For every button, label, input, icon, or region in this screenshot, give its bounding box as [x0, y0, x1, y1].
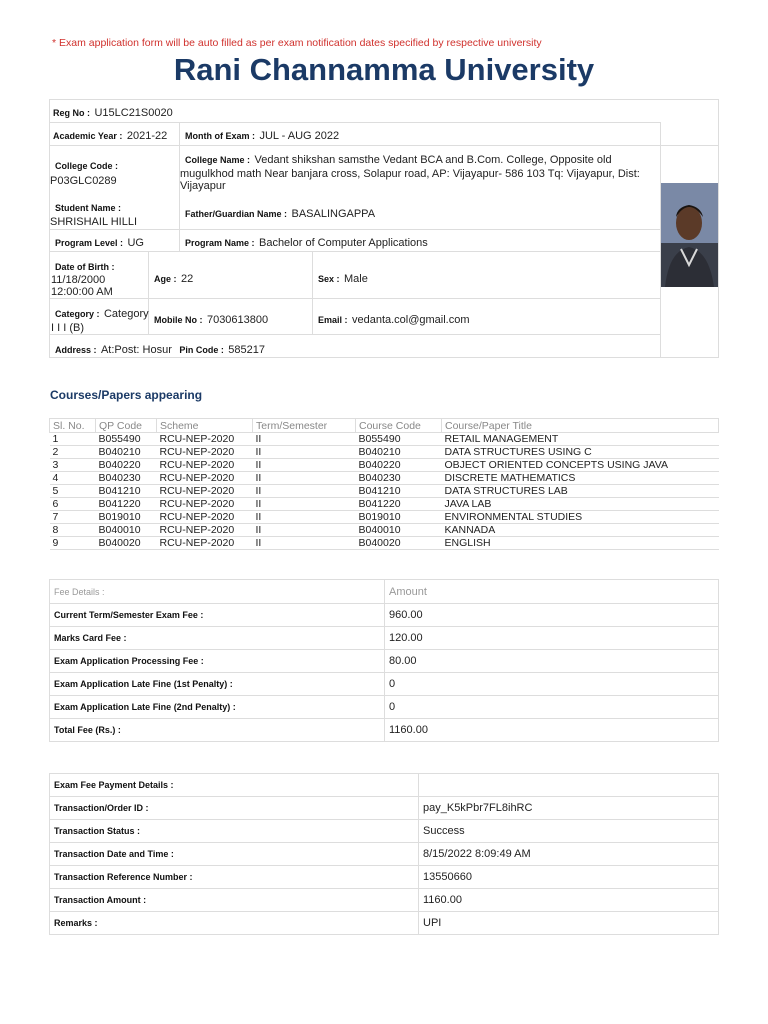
course-cell: DATA STRUCTURES LAB — [442, 485, 719, 498]
payment-table — [49, 773, 719, 935]
course-cell: B040220 — [96, 459, 157, 472]
fee-row — [50, 719, 719, 742]
age: Age : 22 — [154, 273, 194, 285]
payment-value: Success — [419, 820, 719, 843]
divider — [312, 251, 313, 334]
college-code-value: P03GLC0289 — [50, 175, 117, 187]
course-cell: II — [253, 537, 356, 550]
course-cell: B040020 — [96, 537, 157, 550]
course-cell: II — [253, 433, 356, 446]
course-cell: B040220 — [356, 459, 442, 472]
fee-label: Exam Application Late Fine (2nd Penalty) : — [50, 696, 385, 719]
fee-label: Exam Application Late Fine (1st Penalty) : — [50, 673, 385, 696]
academic-year: Academic Year : 2021-22 — [53, 130, 168, 142]
course-cell: DISCRETE MATHEMATICS — [442, 472, 719, 485]
payment-header-value — [419, 774, 719, 797]
course-cell: RCU-NEP-2020 — [157, 498, 253, 511]
university-title: Rani Channamma University — [173, 52, 595, 87]
fee-row — [50, 604, 719, 627]
course-cell: RCU-NEP-2020 — [157, 537, 253, 550]
payment-label: Transaction/Order ID : — [50, 797, 419, 820]
course-cell: 5 — [50, 485, 96, 498]
father-name: Father/Guardian Name : BASALINGAPPA — [185, 208, 376, 220]
course-cell: RCU-NEP-2020 — [157, 433, 253, 446]
course-cell: B055490 — [96, 433, 157, 446]
course-cell: II — [253, 446, 356, 459]
reg-no: Reg No : U15LC21S0020 — [53, 107, 173, 119]
payment-row — [50, 797, 719, 820]
course-cell: B041220 — [356, 498, 442, 511]
college-name: College Name : Vedant shikshan samsthe Vedant BCA and B.Com. College, Opposite old — [185, 154, 612, 166]
fee-row — [50, 627, 719, 650]
fee-amount: 960.00 — [385, 604, 719, 627]
course-cell: JAVA LAB — [442, 498, 719, 511]
fee-amount: 1160.00 — [385, 719, 719, 742]
col-header: Term/Semester — [253, 419, 356, 433]
dob-value: 11/18/2000 12:00:00 AM — [51, 274, 113, 298]
divider — [49, 298, 661, 299]
mobile: Mobile No : 7030613800 — [154, 314, 269, 326]
address: Address : At:Post: Hosur Pin Code : 585217 — [55, 344, 266, 356]
payment-label: Transaction Date and Time : — [50, 843, 419, 866]
course-cell: B040020 — [356, 537, 442, 550]
col-header: Course/Paper Title — [442, 419, 719, 433]
fee-amount: 80.00 — [385, 650, 719, 673]
category: Category : Category — [55, 308, 149, 320]
person-silhouette-icon — [661, 183, 718, 287]
fee-label: Current Term/Semester Exam Fee : — [50, 604, 385, 627]
course-cell: RCU-NEP-2020 — [157, 524, 253, 537]
course-row — [50, 459, 719, 472]
payment-row — [50, 912, 719, 935]
course-cell: II — [253, 485, 356, 498]
divider — [49, 145, 719, 146]
course-row — [50, 446, 719, 459]
course-cell: B040210 — [96, 446, 157, 459]
college-name-cont: mugulkhod math Near banjara cross, Solapur road, AP: Vijayapur- 586 103 Tq: Vijayapur, Dist: Vijayapur — [180, 168, 640, 192]
course-cell: B041220 — [96, 498, 157, 511]
payment-row — [50, 889, 719, 912]
fee-amount: 0 — [385, 696, 719, 719]
payment-label: Transaction Reference Number : — [50, 866, 419, 889]
course-row — [50, 485, 719, 498]
payment-label: Remarks : — [50, 912, 419, 935]
payment-header-label: Exam Fee Payment Details : — [50, 774, 419, 797]
payment-row — [50, 820, 719, 843]
courses-title: Courses/Papers appearing — [50, 388, 203, 402]
course-row — [50, 524, 719, 537]
fee-label: Exam Application Processing Fee : — [50, 650, 385, 673]
course-row — [50, 537, 719, 550]
student-name-label: Student Name : — [55, 203, 122, 213]
course-cell: RCU-NEP-2020 — [157, 472, 253, 485]
payment-header-row — [50, 774, 719, 797]
course-cell: B019010 — [96, 511, 157, 524]
payment-value: 8/15/2022 8:09:49 AM — [419, 843, 719, 866]
course-cell: B055490 — [356, 433, 442, 446]
fee-header-amount: Amount — [385, 580, 719, 604]
course-cell: 9 — [50, 537, 96, 550]
divider — [49, 122, 661, 123]
fee-row — [50, 650, 719, 673]
courses-header-row — [50, 419, 719, 433]
course-cell: ENVIRONMENTAL STUDIES — [442, 511, 719, 524]
payment-row — [50, 843, 719, 866]
course-cell: 6 — [50, 498, 96, 511]
payment-value: 13550660 — [419, 866, 719, 889]
program-name: Program Name : Bachelor of Computer Applications — [185, 237, 428, 249]
course-cell: B019010 — [356, 511, 442, 524]
fee-row — [50, 696, 719, 719]
course-cell: DATA STRUCTURES USING C — [442, 446, 719, 459]
fee-row — [50, 673, 719, 696]
dob-label: Date of Birth : — [55, 262, 115, 272]
course-cell: ENGLISH — [442, 537, 719, 550]
courses-table — [49, 418, 719, 550]
col-header: Course Code — [356, 419, 442, 433]
course-cell: II — [253, 472, 356, 485]
course-cell: II — [253, 511, 356, 524]
month-of-exam: Month of Exam : JUL - AUG 2022 — [185, 130, 340, 142]
payment-row — [50, 866, 719, 889]
fee-header-row — [50, 580, 719, 604]
col-header: Scheme — [157, 419, 253, 433]
email: Email : vedanta.col@gmail.com — [318, 314, 470, 326]
course-cell: B040010 — [356, 524, 442, 537]
course-cell: 3 — [50, 459, 96, 472]
course-cell: 8 — [50, 524, 96, 537]
course-cell: RCU-NEP-2020 — [157, 446, 253, 459]
divider — [49, 334, 661, 335]
col-header: Sl. No. — [50, 419, 96, 433]
fee-table — [49, 579, 719, 742]
payment-label: Transaction Amount : — [50, 889, 419, 912]
student-name-value: SHRISHAIL HILLI — [50, 216, 138, 228]
fee-label: Marks Card Fee : — [50, 627, 385, 650]
fee-label: Total Fee (Rs.) : — [50, 719, 385, 742]
course-cell: B041210 — [96, 485, 157, 498]
course-cell: OBJECT ORIENTED CONCEPTS USING JAVA — [442, 459, 719, 472]
course-cell: 2 — [50, 446, 96, 459]
course-cell: 7 — [50, 511, 96, 524]
notice-text: * Exam application form will be auto filled as per exam notification dates specified by respective university — [52, 37, 542, 49]
fee-amount: 0 — [385, 673, 719, 696]
program-level: Program Level : UG — [55, 237, 144, 249]
college-code-label: College Code : — [55, 161, 119, 171]
course-row — [50, 433, 719, 446]
payment-value: UPI — [419, 912, 719, 935]
course-cell: RETAIL MANAGEMENT — [442, 433, 719, 446]
category-value: I I I (B) — [51, 322, 84, 334]
payment-value: 1160.00 — [419, 889, 719, 912]
col-header: QP Code — [96, 419, 157, 433]
course-row — [50, 472, 719, 485]
course-cell: II — [253, 524, 356, 537]
payment-label: Transaction Status : — [50, 820, 419, 843]
sex: Sex : Male — [318, 273, 368, 285]
course-cell: KANNADA — [442, 524, 719, 537]
course-row — [50, 511, 719, 524]
course-cell: B040230 — [96, 472, 157, 485]
course-cell: RCU-NEP-2020 — [157, 485, 253, 498]
fee-header-label: Fee Details : — [50, 580, 385, 604]
course-row — [50, 498, 719, 511]
divider — [49, 229, 661, 230]
course-cell: RCU-NEP-2020 — [157, 511, 253, 524]
course-cell: 1 — [50, 433, 96, 446]
course-cell: 4 — [50, 472, 96, 485]
divider — [49, 251, 661, 252]
course-cell: RCU-NEP-2020 — [157, 459, 253, 472]
course-cell: II — [253, 498, 356, 511]
course-cell: B040010 — [96, 524, 157, 537]
course-cell: B040210 — [356, 446, 442, 459]
course-cell: II — [253, 459, 356, 472]
course-cell: B040230 — [356, 472, 442, 485]
student-photo — [661, 183, 718, 287]
fee-amount: 120.00 — [385, 627, 719, 650]
course-cell: B041210 — [356, 485, 442, 498]
payment-value: pay_K5kPbr7FL8ihRC — [419, 797, 719, 820]
